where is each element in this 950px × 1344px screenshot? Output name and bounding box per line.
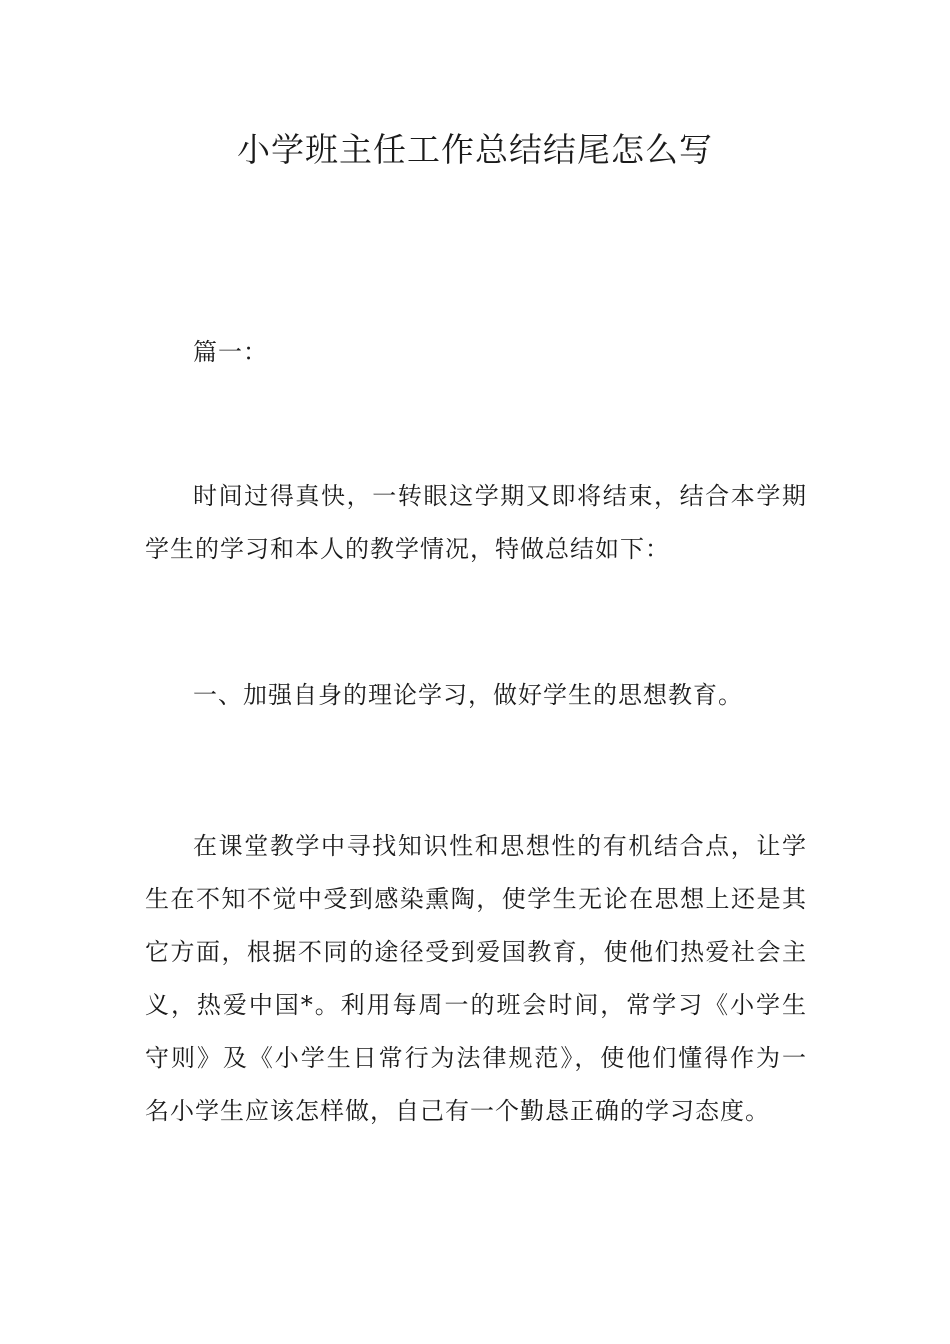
section-heading: 一、加强自身的理论学习，做好学生的思想教育。 — [193, 681, 743, 709]
document-title: 小学班主任工作总结结尾怎么写 — [237, 130, 713, 169]
intro-paragraph: 时间过得真快，一转眼这学期又即将结束，结合本学期学生的学习和本人的教学情况，特做总结如下： — [145, 482, 807, 563]
body-paragraph: 在课堂教学中寻找知识性和思想性的有机结合点，让学生在不知不觉中受到感染熏陶，使学生无论在思想上还是其它方面，根据不同的途径受到爱国教育，使他们热爱社会主义，热爱中国*。利用每周一的班会时间，常学习《小学生守则》及《小学生日常行为法律规范》，使他们懂得作为一名小学生应该怎样做，自己有一个勤恳正确的学习态度。 — [145, 832, 807, 1125]
section-label: 篇一： — [193, 338, 268, 366]
